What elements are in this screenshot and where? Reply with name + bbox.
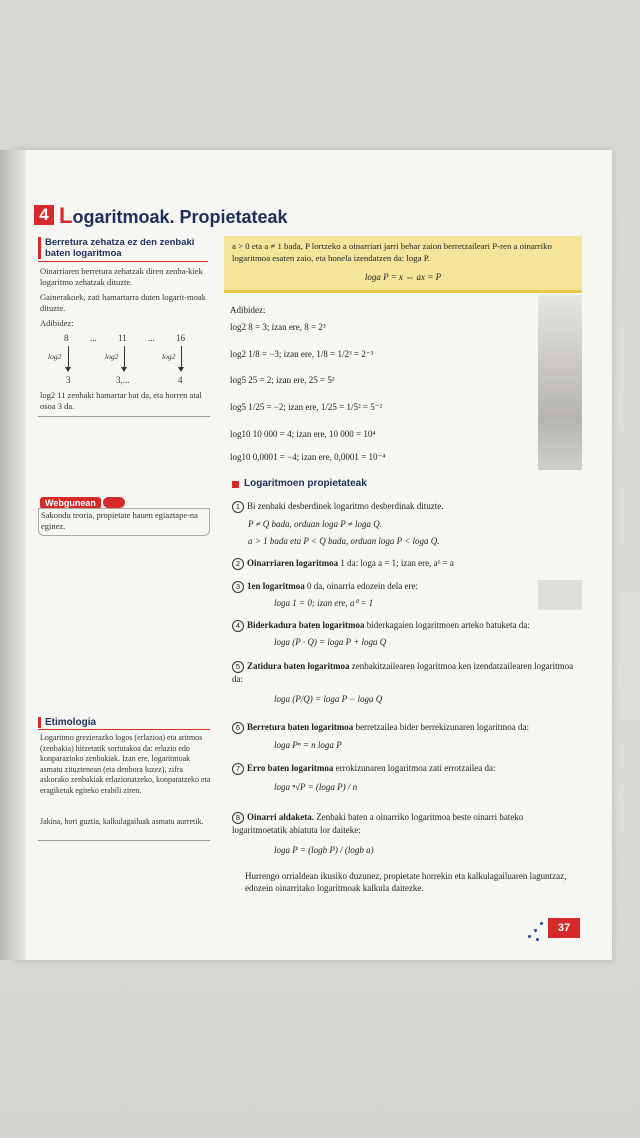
diagram-arrow xyxy=(68,346,69,368)
diagram-top-ellipsis: ... xyxy=(90,333,97,343)
divider xyxy=(38,416,210,417)
property-text: biderkagaien logaritmoen arteko batuketa da: xyxy=(364,620,530,631)
diagram-top-16: 16 xyxy=(176,333,185,343)
definition-formula: loga P = x ⇔ ax = P xyxy=(364,272,442,282)
examples-label: Adibidez: xyxy=(230,305,266,315)
property-bold: Zatidura baten logaritmoa xyxy=(247,661,350,671)
property-6 xyxy=(232,722,529,734)
property-3-formula: loga 1 = 0; izan ere, a⁰ = 1 xyxy=(274,598,374,608)
page-number: 37 xyxy=(548,918,580,938)
property-text: zenbakitzailearen logaritmoa ken izendatzailearen logaritmoa da: xyxy=(232,661,574,684)
diagram-log-label: log2 xyxy=(48,352,62,361)
mouse-icon xyxy=(103,497,125,508)
example-4: log5 1/25 = −2; izan ere, 1/25 = 1/5² = 5⁻² xyxy=(230,402,383,412)
property-number: 1 xyxy=(232,501,244,513)
webgunean-label[interactable]: Webgunean xyxy=(40,497,101,509)
property-text: errokizunaren logaritmoa zati errotzailea da: xyxy=(333,763,496,774)
property-7-formula: loga ⁿ√P = (loga P) / n xyxy=(274,782,358,792)
property-bold: Berretura baten logaritmoa xyxy=(247,722,354,733)
definition-text: a > 0 eta a ≠ 1 bada, P lortzeko a oinarriari jarri behar zaion berretzaileari P-ren a oinarriko logaritmoa esaten zaio, eta honela izendatzen da: loga P. xyxy=(232,241,552,263)
example-1: log2 8 = 3; izan ere, 8 = 2³ xyxy=(230,322,326,332)
property-bold: Erro baten logaritmoa xyxy=(247,763,334,774)
diagram-bottom-3dots: 3,... xyxy=(116,375,130,385)
margin-image xyxy=(538,580,582,610)
definition-box xyxy=(224,236,582,293)
example-5: log10 10 000 = 4; izan ere, 10 000 = 10⁴ xyxy=(230,429,376,439)
properties-heading: Logaritmoen propietateak xyxy=(244,478,367,489)
sidebar-text-1: Oinarriaren berretura zehatzak diren zenba-kiek logaritmo zehatzak dituzte. xyxy=(40,266,203,287)
property-bold: Biderkadura baten logaritmoa xyxy=(247,620,365,631)
section-number: 4 xyxy=(34,205,54,225)
example-2: log2 1/8 = −3; izan ere, 1/8 = 1/2³ = 2⁻³ xyxy=(230,349,374,359)
property-3 xyxy=(232,581,418,593)
property-bold: Oinarri aldaketa. xyxy=(247,812,314,822)
property-2 xyxy=(232,558,454,570)
webgunean-text: Sakondu teoria, propietate hauen egiaztape-na eginez. xyxy=(41,510,198,531)
divider xyxy=(38,729,210,730)
property-text: 0 da, oinarria edozein dela ere: xyxy=(304,581,418,592)
property-number: 5 xyxy=(232,661,244,673)
sidebar-adibidez: Adibidez: xyxy=(40,318,74,328)
property-1-formula-1: P ≠ Q bada, orduan loga P ≠ loga Q. xyxy=(248,519,382,529)
property-number: 8 xyxy=(232,812,244,824)
divider xyxy=(38,840,210,841)
property-1 xyxy=(232,501,443,513)
page-title xyxy=(59,203,288,229)
sidebar-heading-berretura xyxy=(38,237,215,259)
property-text: Bi zenbaki desberdinek logaritmo desberdinak dituzte. xyxy=(247,501,444,512)
property-text: berretzailea bider berrekizunaren logaritmoa da: xyxy=(353,722,529,733)
property-8-formula: loga P = (logb P) / (logb a) xyxy=(274,845,374,855)
diagram-top-11: 11 xyxy=(118,333,127,343)
diagram-note: log2 11 zenbaki hamartar bat da, eta horren atal osoa 3 da. xyxy=(40,390,202,411)
diagram-top-8: 8 xyxy=(64,333,69,343)
diagram-arrow xyxy=(181,346,182,368)
property-5-formula: loga (P/Q) = loga P − loga Q xyxy=(274,694,383,704)
property-bold: Oinarriaren logaritmoa xyxy=(247,558,339,569)
example-3: log5 25 = 2; izan ere, 25 = 5² xyxy=(230,375,335,385)
sidebar-heading-line-2: baten logaritmoa xyxy=(45,248,122,259)
property-number: 6 xyxy=(232,722,244,734)
property-text: 1 da: loga a = 1; izan ere, a¹ = a xyxy=(338,558,454,569)
property-5 xyxy=(232,660,578,685)
title-first-letter: L xyxy=(59,203,73,228)
property-7 xyxy=(232,763,496,775)
decor-dot xyxy=(536,938,539,941)
property-number: 3 xyxy=(232,581,244,593)
property-number: 2 xyxy=(232,558,244,570)
property-number: 4 xyxy=(232,620,244,632)
closing-text: Hurrengo orrialdean ikusiko duzunez, propietate horrekin eta kalkulagailuaren laguntzaz, edozein oinarritako logaritmoak kalkula daitezke. xyxy=(245,871,567,893)
etimologia-text-1: Logaritmo grezierazko logos (erlazioa) eta aritmos (zenbakia) hitzetatik sortutakoa da: erlazio edo konparazioko zenbakiak. Izan ere, logaritmoak asmatu zituztenean (eta denbora luzez), zifra askorako zenbakiak erlazionatzeko, konparatzeko eta eragiketak egiteko erabili ziren. xyxy=(40,733,211,795)
decor-dot xyxy=(528,935,531,938)
diagram-arrow xyxy=(124,346,125,368)
etimologia-heading: Etimologia xyxy=(38,717,215,728)
divider xyxy=(38,261,208,262)
etimologia-text-2: Jakina, hori guztia, kalkulagailuak asmatu aurretik. xyxy=(40,817,204,826)
diagram-log-label: log2 xyxy=(162,352,176,361)
heading-marker xyxy=(232,481,239,488)
portrait-photo xyxy=(538,295,582,470)
property-bold: 1en logaritmoa xyxy=(247,581,305,592)
title-rest: ogaritmoak. Propietateak xyxy=(72,207,288,227)
property-number: 7 xyxy=(232,763,244,775)
property-text: Zenbaki baten a oinarriko logaritmoa beste oinarri bateko logaritmoetatik abiatuta lor daiteke: xyxy=(232,812,524,835)
property-4-formula: loga (P · Q) = loga P + loga Q xyxy=(274,637,387,647)
diagram-top-ellipsis-2: ... xyxy=(148,333,155,343)
diagram-bottom-3: 3 xyxy=(66,375,71,385)
diagram-log-label: log2 xyxy=(105,352,119,361)
property-6-formula: loga Pⁿ = n loga P xyxy=(274,740,342,750)
page-gutter xyxy=(0,150,26,960)
example-6: log10 0,0001 = −4; izan ere, 0,0001 = 10⁻⁴ xyxy=(230,452,386,462)
sidebar-text-2: Gainerakoek, zati hamartarra duten logarit-moak dituzte. xyxy=(40,292,206,313)
decor-dot xyxy=(540,922,543,925)
property-4 xyxy=(232,620,530,632)
sidebar-heading-line-1: Berretura zehatza ez den zenbaki xyxy=(45,237,195,248)
diagram-bottom-4: 4 xyxy=(178,375,183,385)
property-8 xyxy=(232,811,578,836)
property-1-formula-2: a > 1 bada eta P < Q bada, orduan loga P < loga Q. xyxy=(248,536,440,546)
decor-dot xyxy=(534,929,537,932)
